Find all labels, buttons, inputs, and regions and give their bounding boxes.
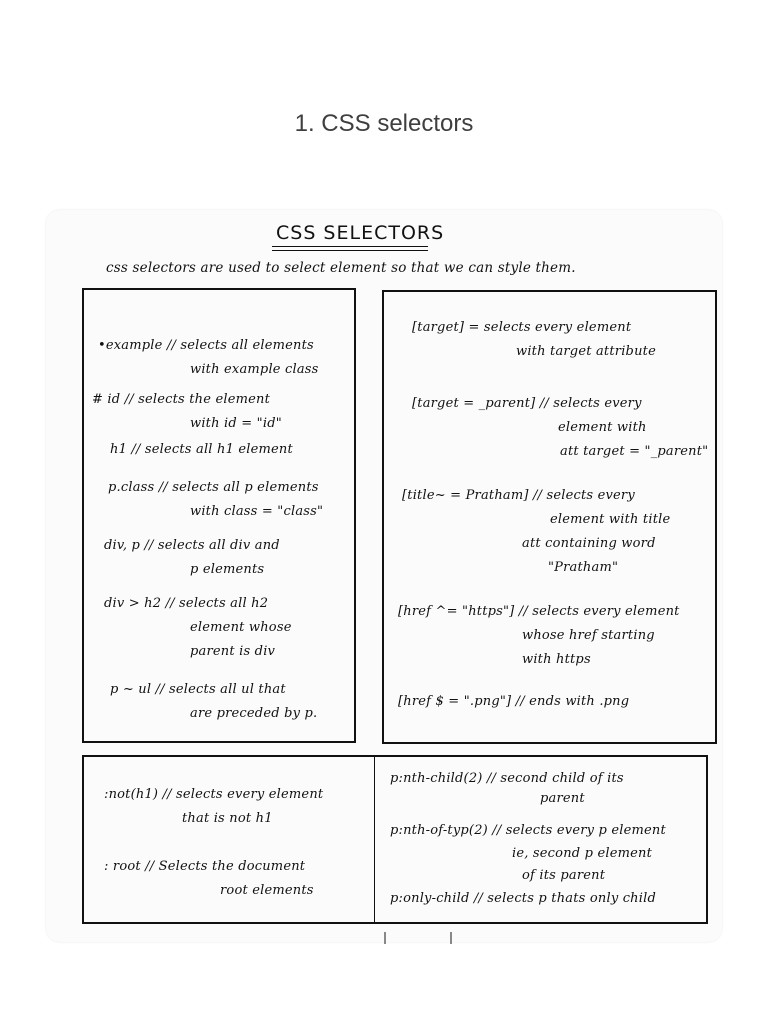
- entry-root-selector: : root // Selects the document root elements: [104, 859, 314, 898]
- notes-sheet: [46, 210, 722, 942]
- entry-only-child-selector: p:only-child // selects p thats only child: [390, 891, 656, 906]
- entry-group-selector: div, p // selects all div and p elements: [104, 538, 280, 577]
- entry-not-selector: :not(h1) // selects every element that is not h1: [104, 787, 324, 826]
- entry-attribute-contains-word-selector: [title~ = Pratham] // selects every element with title att containing word "Pratham": [402, 488, 671, 575]
- scan-mark: [384, 932, 386, 944]
- entry-nth-child-selector: p:nth-child(2) // second child of its parent: [390, 771, 624, 806]
- pseudo-box-divider: [374, 757, 375, 922]
- entry-nth-of-type-selector: p:nth-of-typ(2) // selects every p element ie, second p element of its parent: [390, 823, 666, 883]
- entry-attribute-ends-with-selector: [href $ = ".png"] // ends with .png: [398, 694, 630, 709]
- entry-child-selector: div > h2 // selects all h2 element whose parent is div: [104, 596, 292, 659]
- entry-attribute-selector: [target] = selects every element with target attribute: [412, 320, 656, 359]
- entry-id-selector: # id // selects the element with id = "id": [92, 392, 282, 431]
- title-underline: [272, 246, 428, 247]
- entry-attribute-equals-selector: [target = _parent] // selects every element with att target = "_parent": [412, 396, 709, 459]
- scan-mark: [450, 932, 452, 944]
- page-title: 1. CSS selectors: [294, 110, 474, 137]
- title-underline-2: [272, 250, 428, 251]
- right-selectors-box: [382, 290, 717, 744]
- left-selectors-box: [82, 288, 356, 743]
- entry-element-class-selector: p.class // selects all p elements with class = "class": [108, 480, 324, 519]
- entry-element-selector: h1 // selects all h1 element: [110, 442, 293, 457]
- pseudo-class-box: [82, 755, 708, 924]
- sheet-intro: css selectors are used to select element so that we can style them.: [106, 260, 576, 276]
- sheet-title: CSS SELECTORS: [276, 222, 445, 244]
- entry-attribute-starts-with-selector: [href ^= "https"] // selects every element whose href starting with https: [398, 604, 680, 667]
- entry-class-selector: •example // selects all elements with example class: [98, 338, 319, 377]
- entry-sibling-selector: p ~ ul // selects all ul that are preceded by p.: [110, 682, 318, 721]
